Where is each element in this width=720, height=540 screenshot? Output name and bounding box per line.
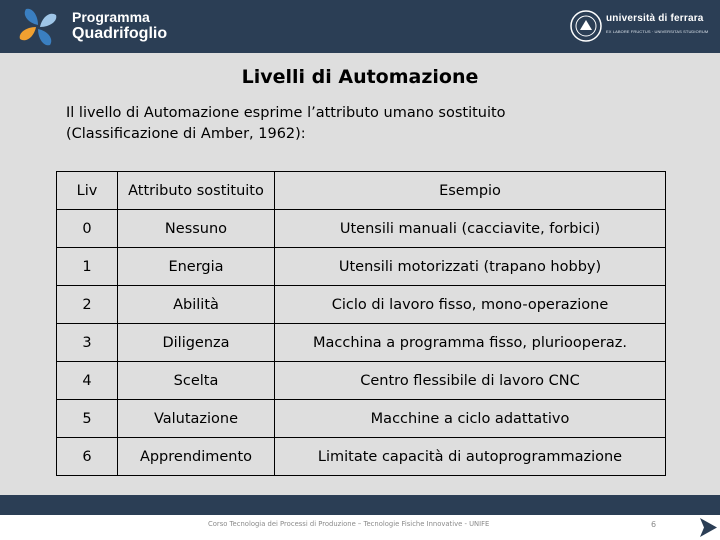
intro-text: [66, 103, 666, 145]
cell-level: 2: [57, 286, 118, 324]
table-header-row: [57, 172, 666, 210]
cell-example: Ciclo di lavoro fisso, mono-operazione: [275, 286, 666, 324]
intro-line-1: Il livello di Automazione esprime l’attributo umano sostituito: [66, 105, 506, 121]
university-name: università di ferrara: [606, 13, 704, 24]
cell-example: Macchina a programma fisso, pluriooperaz.: [275, 324, 666, 362]
automation-levels-table: [56, 171, 666, 476]
unife-logo: [570, 8, 715, 48]
table-row: [57, 400, 666, 438]
table-row: [57, 438, 666, 476]
cell-example: Utensili manuali (cacciavite, forbici): [275, 210, 666, 248]
cell-level: 6: [57, 438, 118, 476]
logo-line2: Quadrifoglio: [72, 25, 168, 42]
cell-attribute: Energia: [118, 248, 275, 286]
footer-bar: [0, 495, 720, 515]
cell-level: 1: [57, 248, 118, 286]
cell-example: Limitate capacità di autoprogrammazione: [275, 438, 666, 476]
table-row: [57, 362, 666, 400]
corner-next-icon[interactable]: [695, 515, 720, 540]
slide-title: Livelli di Automazione: [241, 66, 479, 88]
table-row: [57, 286, 666, 324]
quadrifoglio-logo-icon: [14, 3, 62, 51]
header-bar: [0, 0, 720, 53]
footer-course-text: Corso Tecnologia dei Processi di Produzione – Tecnologie Fisiche Innovative - UNIFE: [208, 520, 490, 528]
university-seal-icon: [570, 10, 602, 42]
cell-example: Macchine a ciclo adattativo: [275, 400, 666, 438]
cell-attribute: Diligenza: [118, 324, 275, 362]
table-row: [57, 324, 666, 362]
cell-level: 4: [57, 362, 118, 400]
table-row: [57, 248, 666, 286]
intro-line-2: (Classificazione di Amber, 1962):: [66, 126, 306, 142]
page-number: 6: [651, 520, 657, 529]
cell-level: 5: [57, 400, 118, 438]
cell-level: 0: [57, 210, 118, 248]
cell-attribute: Abilità: [118, 286, 275, 324]
table-row: [57, 210, 666, 248]
cell-example: Centro flessibile di lavoro CNC: [275, 362, 666, 400]
cell-attribute: Scelta: [118, 362, 275, 400]
header-attributo: Attributo sostituito: [118, 172, 275, 210]
cell-level: 3: [57, 324, 118, 362]
cell-attribute: Nessuno: [118, 210, 275, 248]
header-liv: Liv: [57, 172, 118, 210]
header-esempio: Esempio: [275, 172, 666, 210]
university-tagline: EX LABORE FRUCTUS · UNIVERSITAS STUDIORUM: [606, 29, 709, 34]
logo-line1: Programma: [72, 9, 150, 25]
cell-attribute: Apprendimento: [118, 438, 275, 476]
programma-quadrifoglio-logo: [14, 3, 182, 51]
cell-example: Utensili motorizzati (trapano hobby): [275, 248, 666, 286]
cell-attribute: Valutazione: [118, 400, 275, 438]
